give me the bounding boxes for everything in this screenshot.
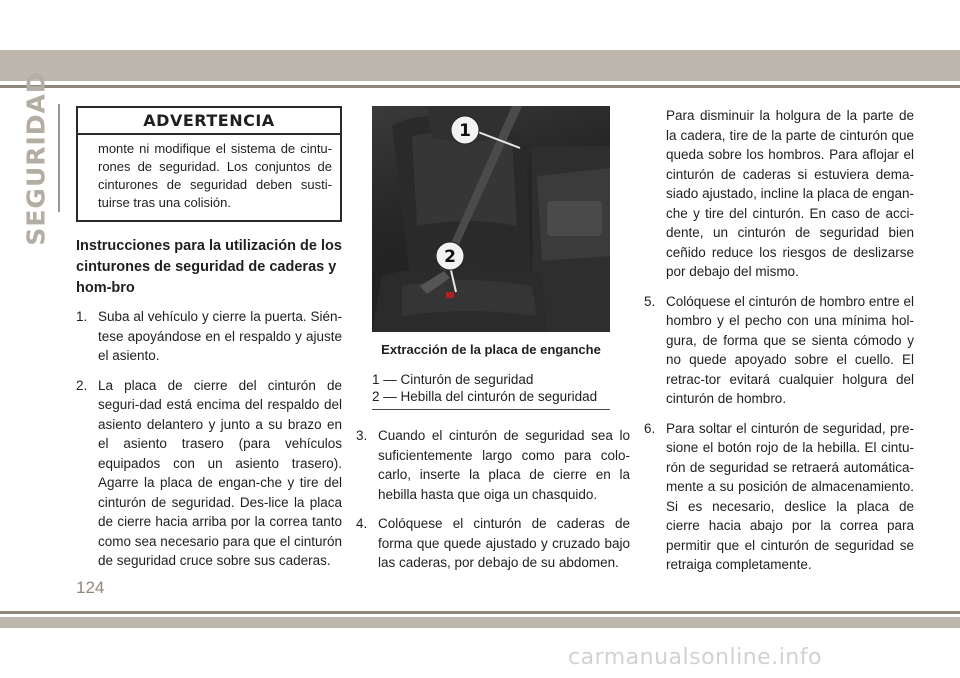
- header-band: [0, 0, 960, 94]
- warning-box: [76, 106, 342, 222]
- step-text: Colóquese el cinturón de hombro entre el hombro y el pecho con una mínima hol-gura, de forma que se sienta cómodo y no quede apoyado sobre el cuello. El retrac-tor evitará cualquier holgura del cinturón de hombro.: [666, 293, 914, 406]
- step-item: [76, 307, 342, 366]
- step-number: 3.: [356, 428, 368, 443]
- warning-title: ADVERTENCIA: [78, 108, 340, 135]
- seatbelt-illustration: [372, 106, 610, 332]
- callout-1-label: 1: [459, 121, 471, 141]
- section-subheading: Instrucciones para la utilización de los cinturones de seguridad de caderas y hom-bro: [76, 238, 342, 296]
- legend-item: 1 — Cinturón de seguridad: [372, 372, 534, 387]
- footer-rule: [0, 611, 960, 614]
- step-number: 6.: [644, 420, 656, 436]
- step-item: [644, 419, 914, 575]
- steps-list-right: [644, 292, 914, 575]
- footer-band: [0, 611, 960, 628]
- section-tab-rule: [58, 104, 60, 212]
- continuation-paragraph: Para disminuir la holgura de la parte de la cadera, tire de la parte de cinturón que queda sobre los hombros. Para aflojar el cinturón de caderas si estuviera dema-siado ajustado, incline la placa de engan-che y tire del cinturón. En caso de acci-dente, un cinturón de seguridad bien ceñido reduce los riesgos de deslizarse por debajo del mismo.: [666, 108, 914, 279]
- figure-caption: Extracción de la placa de enganche: [381, 342, 601, 357]
- column-right: [644, 106, 914, 585]
- section-tab: [12, 70, 60, 246]
- step-text: Suba al vehículo y cierre la puerta. Sién-tese apoyándose en el respaldo y ajuste el asiento.: [98, 309, 342, 363]
- column-left: [76, 106, 342, 581]
- step-number: 1.: [76, 309, 88, 324]
- footer-gray-bar: [0, 617, 960, 628]
- step-number: 4.: [356, 516, 368, 531]
- step-item: [356, 514, 630, 573]
- step-text: La placa de cierre del cinturón de seguri-dad está encima del respaldo del asiento delantero y junto a su brazo en el asiento trasero (para vehículos equipados con un asiento trasero). Agarre la placa de engan-che y tire del cinturón de seguridad. Des-lice la placa de cierre hacia arriba por la correa tanto como sea necesario para que el cinturón de seguridad cruce sobre sus caderas.: [98, 377, 342, 568]
- header-rule: [0, 85, 960, 88]
- step-item: [76, 376, 342, 571]
- page-number: 124: [76, 578, 105, 597]
- step-text: Para soltar el cinturón de seguridad, pre-sione el botón rojo de la hebilla. El cintu-rón de seguridad se retraerá automática-mente a su posición de almacenamiento. Si es necesario, deslice la placa de cierre hacia abajo por la correa para permitir que el cinturón de seguridad se retraiga completamente.: [666, 420, 914, 572]
- step-item: [356, 426, 630, 504]
- legend-item: 2 — Hebilla del cinturón de seguridad: [372, 389, 598, 404]
- seatbelt-photo: [372, 106, 610, 332]
- column-middle: [356, 106, 630, 583]
- section-tab-label: SEGURIDAD: [21, 70, 51, 246]
- step-number: 5.: [644, 293, 656, 309]
- step-text: Cuando el cinturón de seguridad sea lo suficientemente largo como para colo-carlo, inserte la placa de cierre en la hebilla hasta que oiga un chasquido.: [378, 428, 630, 502]
- legend-rule: [372, 409, 610, 410]
- watermark-text: carmanualsonline.info: [568, 645, 822, 670]
- steps-list-left: [76, 307, 342, 571]
- callout-2-label: 2: [444, 247, 456, 267]
- step-text: Colóquese el cinturón de caderas de forma que quede ajustado y cruzado bajo las caderas, por debajo de su abdomen.: [378, 516, 630, 570]
- figure-legend: [372, 371, 610, 405]
- step-number: 2.: [76, 377, 88, 393]
- warning-text: monte ni modifique el sistema de cintu-rones de seguridad. Los conjuntos de cinturones de seguridad deben susti-tuirse tras una colisión.: [98, 141, 332, 210]
- header-gray-bar: [0, 50, 960, 81]
- step-item: [644, 292, 914, 409]
- steps-list-middle: [356, 426, 630, 573]
